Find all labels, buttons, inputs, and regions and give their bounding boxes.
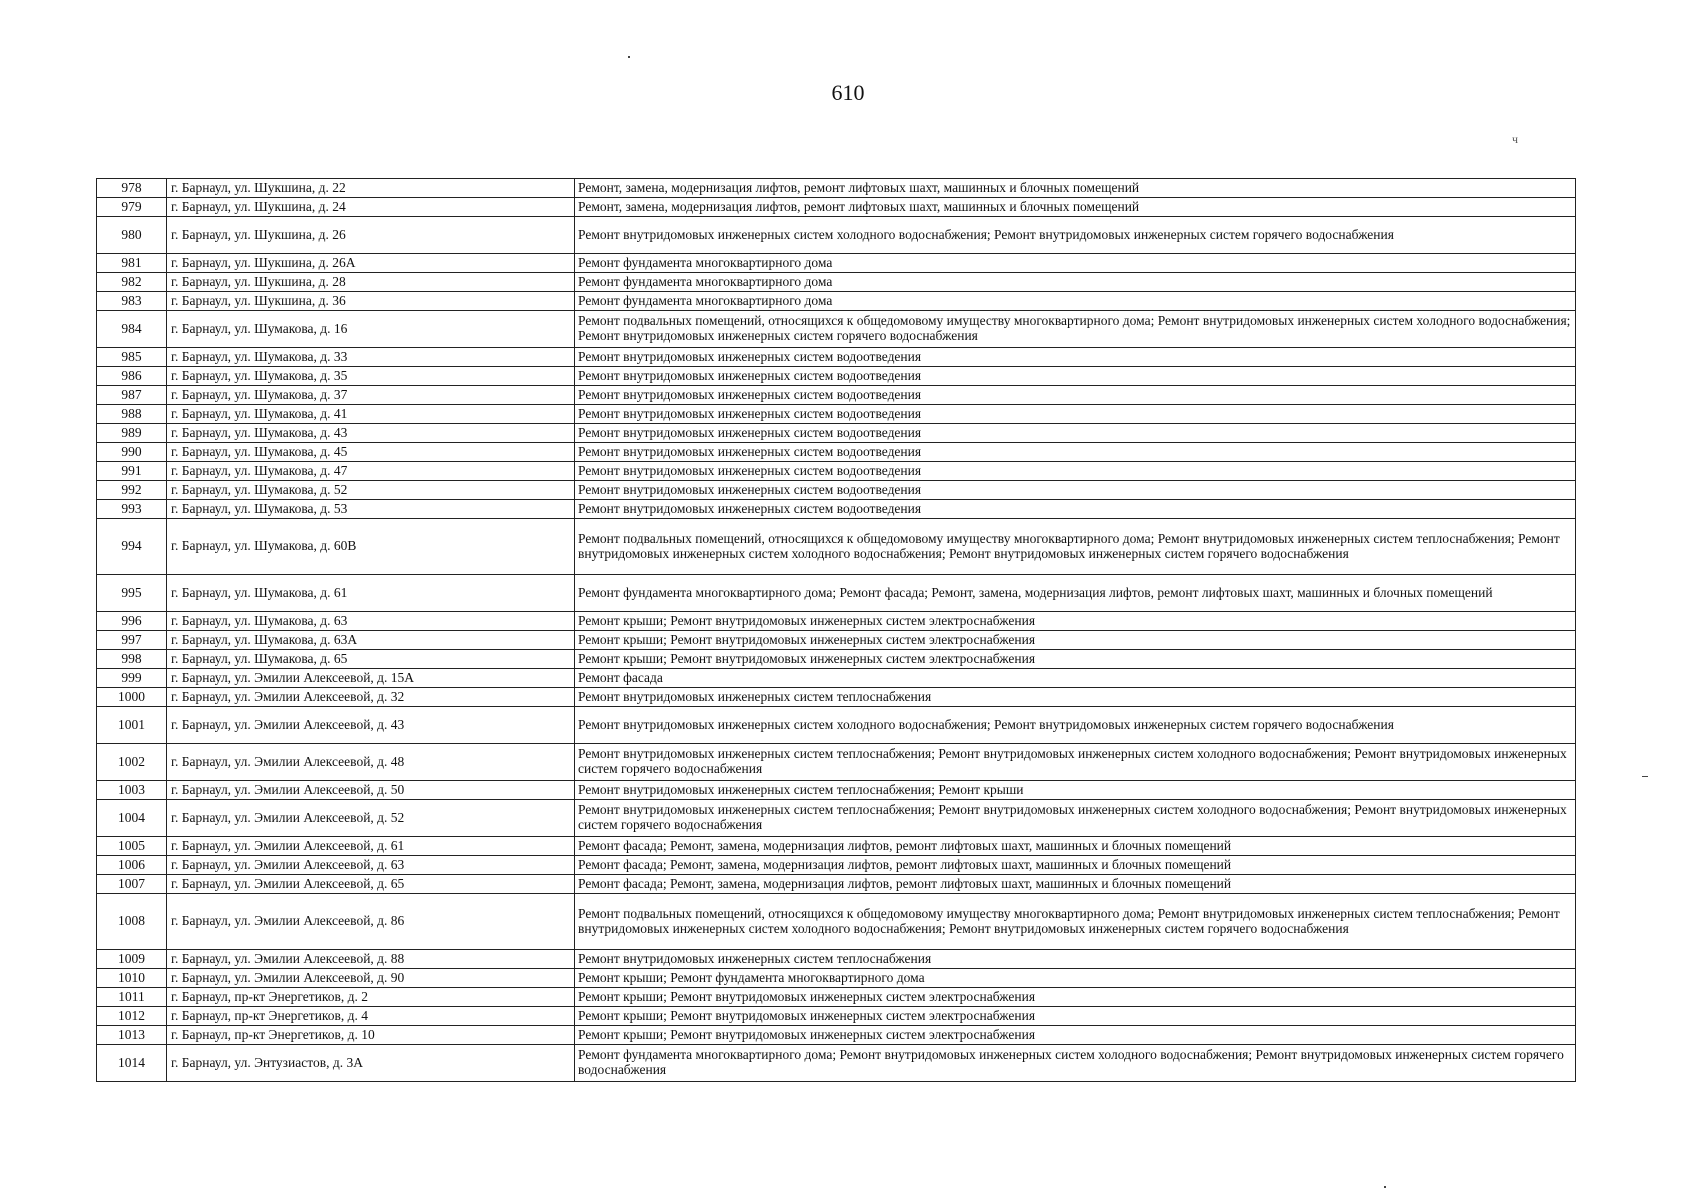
table-row (97, 650, 1576, 669)
row-address: г. Барнаул, ул. Эмилии Алексеевой, д. 63 (167, 856, 575, 875)
row-works: Ремонт крыши; Ремонт внутридомовых инженерных систем электроснабжения (575, 612, 1576, 631)
table-row (97, 631, 1576, 650)
stray-scan-mark: ч (1512, 132, 1519, 146)
row-number: 1008 (97, 894, 167, 950)
row-works: Ремонт внутридомовых инженерных систем водоотведения (575, 424, 1576, 443)
row-address: г. Барнаул, ул. Шумакова, д. 37 (167, 386, 575, 405)
row-address: г. Барнаул, ул. Эмилии Алексеевой, д. 52 (167, 800, 575, 837)
table-row (97, 781, 1576, 800)
row-address: г. Барнаул, ул. Шукшина, д. 28 (167, 273, 575, 292)
row-address: г. Барнаул, ул. Шукшина, д. 24 (167, 198, 575, 217)
table-row (97, 688, 1576, 707)
row-works: Ремонт фундамента многоквартирного дома (575, 254, 1576, 273)
row-number: 1003 (97, 781, 167, 800)
table-row (97, 950, 1576, 969)
row-address: г. Барнаул, ул. Шумакова, д. 61 (167, 575, 575, 612)
row-address: г. Барнаул, ул. Шумакова, д. 52 (167, 481, 575, 500)
row-number: 978 (97, 179, 167, 198)
table-row (97, 575, 1576, 612)
row-works: Ремонт фундамента многоквартирного дома; Ремонт внутридомовых инженерных систем холодного водоснабжения; Ремонт внутридомовых инженерных систем горячего водоснабжения (575, 1045, 1576, 1082)
row-address: г. Барнаул, ул. Эмилии Алексеевой, д. 43 (167, 707, 575, 744)
row-number: 979 (97, 198, 167, 217)
row-number: 997 (97, 631, 167, 650)
row-number: 993 (97, 500, 167, 519)
row-address: г. Барнаул, пр-кт Энергетиков, д. 10 (167, 1026, 575, 1045)
row-works: Ремонт фасада; Ремонт, замена, модернизация лифтов, ремонт лифтовых шахт, машинных и блочных помещений (575, 837, 1576, 856)
scan-speck (1642, 776, 1648, 777)
table-row (97, 500, 1576, 519)
row-address: г. Барнаул, ул. Эмилии Алексеевой, д. 50 (167, 781, 575, 800)
row-address: г. Барнаул, ул. Эмилии Алексеевой, д. 48 (167, 744, 575, 781)
row-works: Ремонт внутридомовых инженерных систем холодного водоснабжения; Ремонт внутридомовых инженерных систем горячего водоснабжения (575, 217, 1576, 254)
row-works: Ремонт крыши; Ремонт внутридомовых инженерных систем электроснабжения (575, 988, 1576, 1007)
table-row (97, 179, 1576, 198)
table-row (97, 292, 1576, 311)
row-address: г. Барнаул, ул. Шукшина, д. 36 (167, 292, 575, 311)
row-works: Ремонт фасада; Ремонт, замена, модернизация лифтов, ремонт лифтовых шахт, машинных и блочных помещений (575, 875, 1576, 894)
row-number: 1000 (97, 688, 167, 707)
table-row (97, 424, 1576, 443)
row-address: г. Барнаул, ул. Шумакова, д. 45 (167, 443, 575, 462)
row-number: 989 (97, 424, 167, 443)
row-works: Ремонт внутридомовых инженерных систем холодного водоснабжения; Ремонт внутридомовых инженерных систем горячего водоснабжения (575, 707, 1576, 744)
row-number: 982 (97, 273, 167, 292)
row-works: Ремонт внутридомовых инженерных систем водоотведения (575, 481, 1576, 500)
row-address: г. Барнаул, пр-кт Энергетиков, д. 2 (167, 988, 575, 1007)
row-works: Ремонт крыши; Ремонт внутридомовых инженерных систем электроснабжения (575, 1026, 1576, 1045)
row-address: г. Барнаул, ул. Шумакова, д. 63А (167, 631, 575, 650)
table-row (97, 669, 1576, 688)
row-works: Ремонт фундамента многоквартирного дома (575, 273, 1576, 292)
row-number: 994 (97, 519, 167, 575)
row-number: 1006 (97, 856, 167, 875)
table-row (97, 198, 1576, 217)
table-row (97, 254, 1576, 273)
row-address: г. Барнаул, ул. Шукшина, д. 26А (167, 254, 575, 273)
row-number: 1001 (97, 707, 167, 744)
row-works: Ремонт внутридомовых инженерных систем водоотведения (575, 443, 1576, 462)
row-number: 990 (97, 443, 167, 462)
row-address: г. Барнаул, ул. Шумакова, д. 16 (167, 311, 575, 348)
table-row (97, 894, 1576, 950)
row-number: 983 (97, 292, 167, 311)
table-row (97, 481, 1576, 500)
row-address: г. Барнаул, ул. Шумакова, д. 35 (167, 367, 575, 386)
table-row (97, 519, 1576, 575)
row-address: г. Барнаул, ул. Эмилии Алексеевой, д. 15А (167, 669, 575, 688)
row-works: Ремонт, замена, модернизация лифтов, ремонт лифтовых шахт, машинных и блочных помещений (575, 179, 1576, 198)
row-number: 1009 (97, 950, 167, 969)
row-number: 988 (97, 405, 167, 424)
table-row (97, 612, 1576, 631)
row-works: Ремонт фундамента многоквартирного дома (575, 292, 1576, 311)
row-number: 992 (97, 481, 167, 500)
table-row (97, 443, 1576, 462)
row-address: г. Барнаул, ул. Эмилии Алексеевой, д. 88 (167, 950, 575, 969)
row-number: 987 (97, 386, 167, 405)
row-works: Ремонт внутридомовых инженерных систем теплоснабжения (575, 688, 1576, 707)
table-row (97, 707, 1576, 744)
row-number: 998 (97, 650, 167, 669)
scan-speck (628, 56, 630, 58)
row-address: г. Барнаул, ул. Шумакова, д. 65 (167, 650, 575, 669)
row-number: 1005 (97, 837, 167, 856)
table-row (97, 1026, 1576, 1045)
row-works: Ремонт подвальных помещений, относящихся к общедомовому имуществу многоквартирного дома; Ремонт внутридомовых инженерных систем теплоснабжения; Ремонт внутридомовых инженерных систем холодного водоснабжения; Ремонт внутридомовых инженерных систем горячего водоснабжения (575, 519, 1576, 575)
row-address: г. Барнаул, пр-кт Энергетиков, д. 4 (167, 1007, 575, 1026)
row-address: г. Барнаул, ул. Эмилии Алексеевой, д. 90 (167, 969, 575, 988)
row-address: г. Барнаул, ул. Шукшина, д. 22 (167, 179, 575, 198)
row-number: 1014 (97, 1045, 167, 1082)
row-address: г. Барнаул, ул. Энтузиастов, д. 3А (167, 1045, 575, 1082)
row-number: 995 (97, 575, 167, 612)
table-row (97, 386, 1576, 405)
row-number: 985 (97, 348, 167, 367)
row-works: Ремонт крыши; Ремонт фундамента многоквартирного дома (575, 969, 1576, 988)
row-number: 1004 (97, 800, 167, 837)
table-row (97, 969, 1576, 988)
table-row (97, 1045, 1576, 1082)
row-address: г. Барнаул, ул. Шумакова, д. 53 (167, 500, 575, 519)
row-works: Ремонт внутридомовых инженерных систем водоотведения (575, 386, 1576, 405)
row-works: Ремонт внутридомовых инженерных систем теплоснабжения (575, 950, 1576, 969)
row-works: Ремонт подвальных помещений, относящихся к общедомовому имуществу многоквартирного дома; Ремонт внутридомовых инженерных систем теплоснабжения; Ремонт внутридомовых инженерных систем холодного водоснабжения; Ремонт внутридомовых инженерных систем горячего водоснабжения (575, 894, 1576, 950)
row-number: 1011 (97, 988, 167, 1007)
row-address: г. Барнаул, ул. Шумакова, д. 60В (167, 519, 575, 575)
row-number: 981 (97, 254, 167, 273)
row-address: г. Барнаул, ул. Эмилии Алексеевой, д. 86 (167, 894, 575, 950)
row-address: г. Барнаул, ул. Шумакова, д. 63 (167, 612, 575, 631)
row-works: Ремонт внутридомовых инженерных систем теплоснабжения; Ремонт внутридомовых инженерных систем холодного водоснабжения; Ремонт внутридомовых инженерных систем горячего водоснабжения (575, 744, 1576, 781)
page-number: 610 (831, 80, 865, 105)
row-works: Ремонт крыши; Ремонт внутридомовых инженерных систем электроснабжения (575, 650, 1576, 669)
row-works: Ремонт крыши; Ремонт внутридомовых инженерных систем электроснабжения (575, 631, 1576, 650)
table-row (97, 405, 1576, 424)
row-works: Ремонт внутридомовых инженерных систем водоотведения (575, 405, 1576, 424)
row-number: 999 (97, 669, 167, 688)
row-works: Ремонт фундамента многоквартирного дома; Ремонт фасада; Ремонт, замена, модернизация лифтов, ремонт лифтовых шахт, машинных и блочных помещений (575, 575, 1576, 612)
table-row (97, 988, 1576, 1007)
row-number: 991 (97, 462, 167, 481)
row-number: 1012 (97, 1007, 167, 1026)
table-row (97, 348, 1576, 367)
row-works: Ремонт крыши; Ремонт внутридомовых инженерных систем электроснабжения (575, 1007, 1576, 1026)
row-works: Ремонт фасада; Ремонт, замена, модернизация лифтов, ремонт лифтовых шахт, машинных и блочных помещений (575, 856, 1576, 875)
row-works: Ремонт подвальных помещений, относящихся к общедомовому имуществу многоквартирного дома; Ремонт внутридомовых инженерных систем холодного водоснабжения; Ремонт внутридомовых инженерных систем горячего водоснабжения (575, 311, 1576, 348)
table-row (97, 273, 1576, 292)
row-number: 984 (97, 311, 167, 348)
row-address: г. Барнаул, ул. Эмилии Алексеевой, д. 65 (167, 875, 575, 894)
repair-registry-table (96, 178, 1576, 1082)
row-works: Ремонт внутридомовых инженерных систем водоотведения (575, 500, 1576, 519)
row-address: г. Барнаул, ул. Шумакова, д. 47 (167, 462, 575, 481)
table-row (97, 217, 1576, 254)
row-address: г. Барнаул, ул. Шумакова, д. 33 (167, 348, 575, 367)
row-number: 1002 (97, 744, 167, 781)
table-row (97, 856, 1576, 875)
row-address: г. Барнаул, ул. Шумакова, д. 43 (167, 424, 575, 443)
row-address: г. Барнаул, ул. Эмилии Алексеевой, д. 61 (167, 837, 575, 856)
scan-speck (1384, 1186, 1386, 1188)
table-row (97, 311, 1576, 348)
row-number: 1013 (97, 1026, 167, 1045)
row-works: Ремонт внутридомовых инженерных систем водоотведения (575, 367, 1576, 386)
table-row (97, 875, 1576, 894)
row-works: Ремонт внутридомовых инженерных систем теплоснабжения; Ремонт внутридомовых инженерных систем холодного водоснабжения; Ремонт внутридомовых инженерных систем горячего водоснабжения (575, 800, 1576, 837)
table-row (97, 462, 1576, 481)
row-address: г. Барнаул, ул. Эмилии Алексеевой, д. 32 (167, 688, 575, 707)
row-works: Ремонт внутридомовых инженерных систем водоотведения (575, 348, 1576, 367)
table-row (97, 837, 1576, 856)
table-body (97, 179, 1576, 1082)
table-row (97, 367, 1576, 386)
row-works: Ремонт внутридомовых инженерных систем водоотведения (575, 462, 1576, 481)
table-row (97, 744, 1576, 781)
row-works: Ремонт фасада (575, 669, 1576, 688)
row-works: Ремонт внутридомовых инженерных систем теплоснабжения; Ремонт крыши (575, 781, 1576, 800)
table-row (97, 800, 1576, 837)
row-address: г. Барнаул, ул. Шумакова, д. 41 (167, 405, 575, 424)
row-number: 980 (97, 217, 167, 254)
row-number: 996 (97, 612, 167, 631)
row-number: 1010 (97, 969, 167, 988)
row-number: 1007 (97, 875, 167, 894)
row-works: Ремонт, замена, модернизация лифтов, ремонт лифтовых шахт, машинных и блочных помещений (575, 198, 1576, 217)
table-row (97, 1007, 1576, 1026)
row-address: г. Барнаул, ул. Шукшина, д. 26 (167, 217, 575, 254)
row-number: 986 (97, 367, 167, 386)
